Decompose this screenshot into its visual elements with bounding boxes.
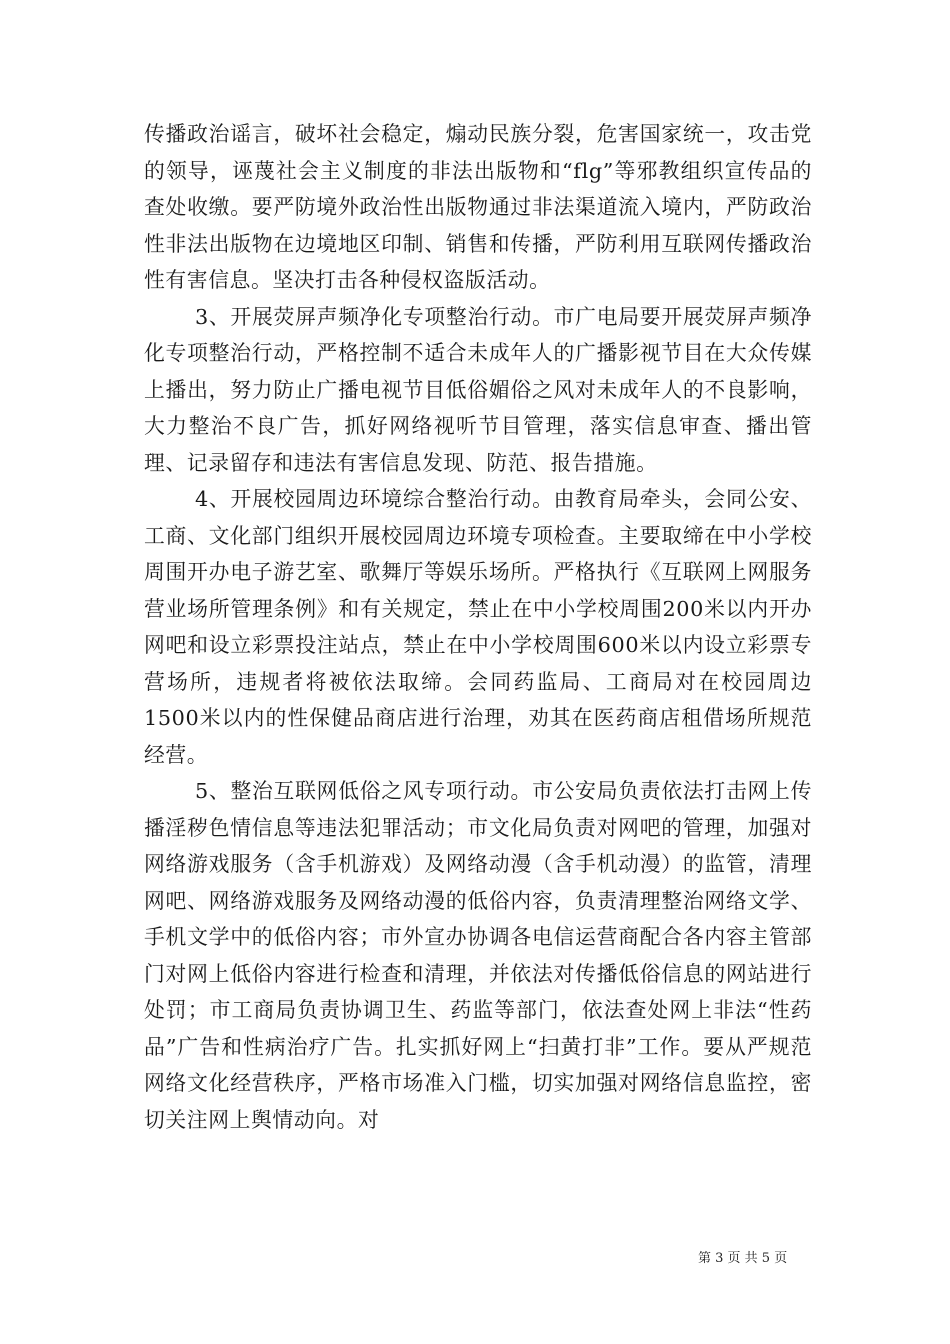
paragraph-item-3: 3、开展荧屏声频净化专项整治行动。市广电局要开展荧屏声频净化专项整治行动，严格控制不适合未成年人的广播影视节目在大众传媒上播出，努力防止广播电视节目低俗媚俗之风对未成年人的不良影响，大力整治不良广告，抓好网络视听节目管理，落实信息审查、播出管理、记录留存和违法有害信息发现、防范、报告措施。 [144,304,812,475]
paragraph-item-4: 4、开展校园周边环境综合整治行动。由教育局牵头，会同公安、工商、文化部门组织开展校园周边环境专项检查。主要取缔在中小学校周围开办电子游艺室、歌舞厅等娱乐场所。严格执行《互联网上网服务营业场所管理条例》和有关规定，禁止在中小学校周围200米以内开办网吧和设立彩票投注站点，禁止在中小学校周围600米以内设立彩票专营场所，违规者将被依法取缔。会同药监局、工商局对在校园周边1500米以内的性保健品商店进行治理，劝其在医药商店租借场所规范经营。 [144,487,812,767]
paragraph-continuation: 传播政治谣言，破坏社会稳定，煽动民族分裂，危害国家统一，攻击党的领导，诬蔑社会主义制度的非法出版物和“flg”等邪教组织宣传品的查处收缴。要严防境外政治性出版物通过非法渠道流入境内，严防政治性非法出版物在边境地区印制、销售和传播，严防利用互联网传播政治性有害信息。坚决打击各种侵权盗版活动。 [144,122,812,292]
paragraph-item-5: 5、整治互联网低俗之风专项行动。市公安局负责依法打击网上传播淫秽色情信息等违法犯罪活动；市文化局负责对网吧的管理，加强对网络游戏服务（含手机游戏）及网络动漫（含手机动漫）的监管，清理网吧、网络游戏服务及网络动漫的低俗内容，负责清理整治网络文学、手机文学中的低俗内容；市外宣办协调各电信运营商配合各内容主管部门对网上低俗内容进行检查和清理，并依法对传播低俗信息的网站进行处罚；市工商局负责协调卫生、药监等部门，依法查处网上非法“性药品”广告和性病治疗广告。扎实抓好网上“扫黄打非”工作。要从严规范网络文化经营秩序，严格市场准入门槛，切实加强对网络信息监控，密切关注网上舆情动向。对 [144,779,812,1132]
document-body [144,116,812,1138]
page-number: 第 3 页 共 5 页 [698,1251,788,1266]
